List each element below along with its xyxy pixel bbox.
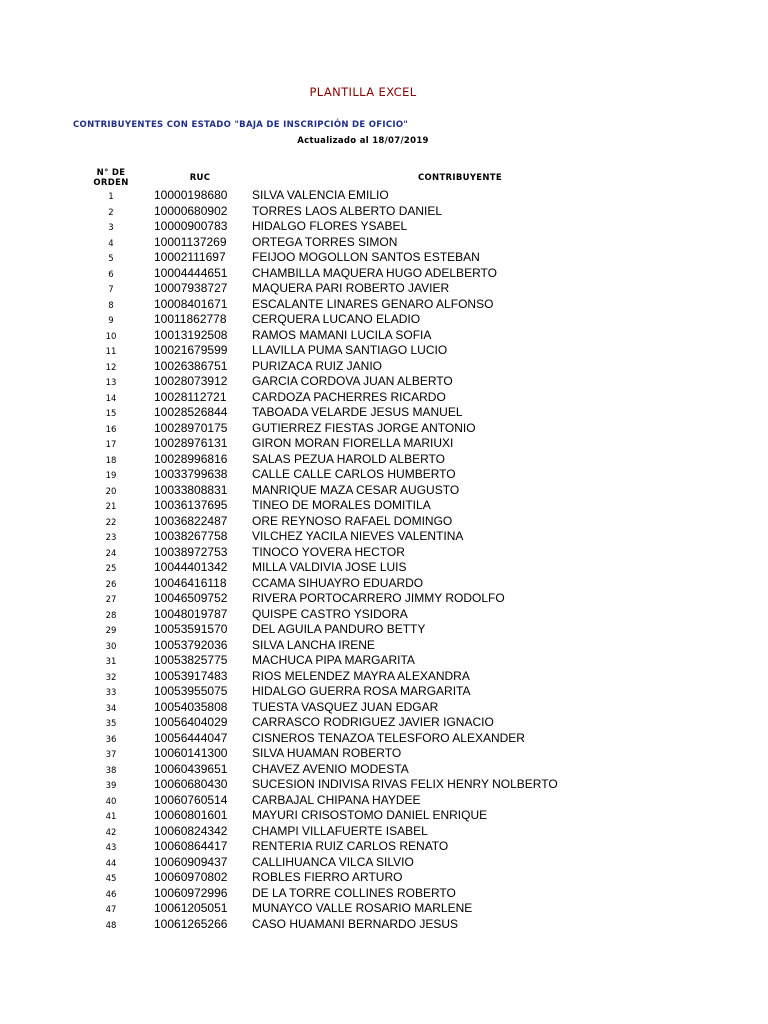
order-number-cell: 7 [108, 285, 114, 295]
ruc-cell: 10000198680 [154, 188, 228, 202]
taxpayer-name-cell: GUTIERREZ FIESTAS JORGE ANTONIO [252, 420, 476, 435]
table-row [0, 266, 768, 282]
ruc-cell: 10033808831 [154, 482, 228, 497]
taxpayer-name-cell: MACHUCA PIPA MARGARITA [252, 653, 415, 667]
table-row [0, 204, 768, 220]
taxpayer-name-cell: CHAMPI VILLAFUERTE ISABEL [252, 823, 428, 838]
table-row [0, 715, 768, 731]
ruc-cell: 10046416118 [154, 575, 227, 590]
ruc-cell: 10056404029 [154, 715, 228, 729]
order-number-cell: 10 [105, 331, 117, 342]
taxpayer-name-cell: MILLA VALDIVIA JOSE LUIS [252, 560, 407, 574]
ruc-cell: 10044401342 [154, 560, 228, 574]
ruc-cell: 10053955075 [154, 684, 228, 698]
taxpayer-name-cell: RIOS MELENDEZ MAYRA ALEXANDRA [252, 668, 470, 683]
taxpayer-name-cell: CASO HUAMANI BERNARDO JESUS [252, 916, 459, 931]
table-row [0, 250, 768, 266]
taxpayer-name-cell: FEIJOO MOGOLLON SANTOS ESTEBAN [252, 250, 480, 264]
order-number-cell: 25 [105, 564, 117, 574]
order-number-cell: 19 [105, 471, 117, 481]
taxpayer-name-cell: QUISPE CASTRO YSIDORA [252, 606, 408, 621]
taxpayer-name-cell: SILVA LANCHA IRENE [252, 637, 375, 652]
table-row [0, 855, 768, 871]
table-row [0, 312, 768, 328]
order-number-cell: 26 [105, 579, 117, 590]
taxpayer-name-cell: RAMOS MAMANI LUCILA SOFIA [252, 327, 432, 342]
ruc-cell: 10053825775 [154, 653, 228, 667]
order-number-cell: 21 [105, 502, 117, 512]
table-row [0, 343, 768, 359]
table-row [0, 452, 768, 468]
table-row [0, 483, 768, 499]
table-row [0, 901, 768, 917]
order-number-cell: 22 [105, 517, 117, 528]
taxpayer-name-cell: SILVA HUAMAN ROBERTO [252, 746, 402, 760]
order-number-cell: 29 [105, 626, 117, 636]
ruc-cell: 10048019787 [154, 606, 228, 621]
ruc-cell: 10060760514 [154, 792, 228, 807]
table-row [0, 746, 768, 762]
ruc-cell: 10001137269 [154, 234, 227, 249]
order-number-cell: 2 [108, 207, 114, 218]
taxpayer-table [0, 188, 768, 932]
ruc-cell: 10028996816 [154, 451, 228, 466]
ruc-cell: 10033799638 [154, 467, 228, 481]
table-row [0, 808, 768, 824]
taxpayer-name-cell: RENTERIA RUIZ CARLOS RENATO [252, 839, 449, 853]
order-number-cell: 23 [105, 533, 117, 543]
order-number-cell: 41 [105, 812, 117, 822]
ruc-cell: 10028970175 [154, 420, 228, 435]
table-row [0, 219, 768, 235]
taxpayer-name-cell: SALAS PEZUA HAROLD ALBERTO [252, 451, 445, 466]
table-row [0, 576, 768, 592]
ruc-cell: 10060824342 [154, 823, 228, 838]
table-row [0, 653, 768, 669]
order-number-cell: 24 [105, 548, 117, 559]
table-row [0, 824, 768, 840]
order-number-cell: 35 [105, 719, 117, 729]
taxpayer-name-cell: GARCIA CORDOVA JUAN ALBERTO [252, 374, 453, 388]
ruc-cell: 10021679599 [154, 343, 228, 357]
order-number-cell: 14 [105, 393, 117, 404]
taxpayer-name-cell: MAYURI CRISOSTOMO DANIEL ENRIQUE [252, 808, 488, 822]
taxpayer-name-cell: CARDOZA PACHERRES RICARDO [252, 389, 446, 404]
order-number-cell: 33 [105, 688, 117, 698]
ruc-cell: 10013192508 [154, 327, 228, 342]
order-number-cell: 6 [108, 269, 114, 280]
table-row [0, 762, 768, 778]
order-number-cell: 16 [105, 424, 117, 435]
table-row [0, 374, 768, 390]
taxpayer-name-cell: CHAMBILLA MAQUERA HUGO ADELBERTO [252, 265, 497, 280]
table-row [0, 669, 768, 685]
taxpayer-name-cell: TUESTA VASQUEZ JUAN EDGAR [252, 699, 439, 714]
table-row [0, 328, 768, 344]
taxpayer-name-cell: ORE REYNOSO RAFAEL DOMINGO [252, 513, 453, 528]
order-number-cell: 4 [108, 238, 114, 249]
table-row [0, 917, 768, 933]
table-row [0, 467, 768, 483]
ruc-cell: 10060909437 [154, 854, 228, 869]
update-date: Actualizado al 18/07/2019 [297, 136, 429, 146]
taxpayer-name-cell: VILCHEZ YACILA NIEVES VALENTINA [252, 529, 464, 543]
taxpayer-name-cell: CERQUERA LUCANO ELADIO [252, 312, 421, 326]
table-row [0, 514, 768, 530]
ruc-cell: 10036137695 [154, 498, 228, 512]
table-row [0, 591, 768, 607]
table-row [0, 297, 768, 313]
taxpayer-name-cell: MANRIQUE MAZA CESAR AUGUSTO [252, 482, 460, 497]
order-number-cell: 17 [105, 440, 117, 450]
taxpayer-name-cell: CCAMA SIHUAYRO EDUARDO [252, 575, 424, 590]
taxpayer-name-cell: ORTEGA TORRES SIMON [252, 234, 398, 249]
order-number-cell: 18 [105, 455, 117, 466]
taxpayer-name-cell: TORRES LAOS ALBERTO DANIEL [252, 203, 443, 218]
taxpayer-name-cell: HIDALGO FLORES YSABEL [252, 219, 408, 233]
header-contribuyente: CONTRIBUYENTE [417, 173, 503, 183]
taxpayer-name-cell: GIRON MORAN FIORELLA MARIUXI [252, 436, 454, 450]
ruc-cell: 10060972996 [154, 885, 228, 900]
taxpayer-name-cell: SUCESION INDIVISA RIVAS FELIX HENRY NOLBERTO [252, 777, 558, 791]
document-subtitle: CONTRIBUYENTES CON ESTADO "BAJA DE INSCRIPCIÓN DE OFICIO" [73, 120, 409, 130]
order-number-cell: 38 [105, 765, 117, 776]
order-number-cell: 8 [108, 300, 114, 311]
table-row [0, 793, 768, 809]
taxpayer-name-cell: CALLE CALLE CARLOS HUMBERTO [252, 467, 456, 481]
taxpayer-name-cell: MAQUERA PARI ROBERTO JAVIER [252, 281, 450, 295]
taxpayer-name-cell: ESCALANTE LINARES GENARO ALFONSO [252, 296, 494, 311]
header-orden [84, 168, 138, 188]
order-number-cell: 32 [105, 672, 117, 683]
order-number-cell: 20 [105, 486, 117, 497]
order-number-cell: 27 [105, 595, 117, 605]
taxpayer-name-cell: CALLIHUANCA VILCA SILVIO [252, 854, 414, 869]
order-number-cell: 39 [105, 781, 117, 791]
table-row [0, 731, 768, 747]
ruc-cell: 10028526844 [154, 405, 228, 419]
table-row [0, 700, 768, 716]
table-row [0, 359, 768, 375]
header-orden-line1: N° DE [96, 168, 126, 178]
ruc-cell: 10056444047 [154, 730, 228, 745]
table-row [0, 498, 768, 514]
ruc-cell: 10053792036 [154, 637, 228, 652]
order-number-cell: 47 [105, 905, 117, 915]
order-number-cell: 36 [105, 734, 117, 745]
taxpayer-name-cell: SILVA VALENCIA EMILIO [252, 188, 389, 202]
ruc-cell: 10060439651 [154, 761, 228, 776]
table-row [0, 436, 768, 452]
table-row [0, 870, 768, 886]
header-orden-line2: ORDEN [93, 178, 129, 188]
order-number-cell: 43 [105, 843, 117, 853]
ruc-cell: 10008401671 [154, 296, 228, 311]
ruc-cell: 10061205051 [154, 901, 228, 915]
taxpayer-name-cell: PURIZACA RUIZ JANIO [252, 358, 383, 373]
ruc-cell: 10026386751 [154, 358, 228, 373]
order-number-cell: 40 [105, 796, 117, 807]
table-row [0, 421, 768, 437]
taxpayer-name-cell: TINEO DE MORALES DOMITILA [252, 498, 431, 512]
taxpayer-name-cell: RIVERA PORTOCARRERO JIMMY RODOLFO [252, 591, 505, 605]
order-number-cell: 28 [105, 610, 117, 621]
table-row [0, 886, 768, 902]
table-row [0, 235, 768, 251]
table-row [0, 281, 768, 297]
taxpayer-name-cell: TABOADA VELARDE JESUS MANUEL [252, 405, 463, 419]
table-row [0, 405, 768, 421]
table-row [0, 638, 768, 654]
ruc-cell: 10046509752 [154, 591, 228, 605]
table-row [0, 684, 768, 700]
ruc-cell: 10028073912 [154, 374, 228, 388]
table-row [0, 607, 768, 623]
taxpayer-name-cell: CARBAJAL CHIPANA HAYDEE [252, 792, 421, 807]
ruc-cell: 10061265266 [154, 916, 228, 931]
taxpayer-name-cell: CHAVEZ AVENIO MODESTA [252, 761, 409, 776]
order-number-cell: 13 [105, 378, 117, 388]
taxpayer-name-cell: DEL AGUILA PANDURO BETTY [252, 622, 426, 636]
header-ruc: RUC [189, 173, 211, 183]
taxpayer-name-cell: DE LA TORRE COLLINES ROBERTO [252, 885, 456, 900]
ruc-cell: 10060970802 [154, 870, 228, 884]
table-row [0, 390, 768, 406]
ruc-cell: 10036822487 [154, 513, 228, 528]
order-number-cell: 30 [105, 641, 117, 652]
order-number-cell: 48 [105, 920, 117, 931]
taxpayer-name-cell: TINOCO YOVERA HECTOR [252, 544, 405, 559]
ruc-cell: 10053917483 [154, 668, 228, 683]
taxpayer-name-cell: HIDALGO GUERRA ROSA MARGARITA [252, 684, 471, 698]
taxpayer-name-cell: MUNAYCO VALLE ROSARIO MARLENE [252, 901, 473, 915]
order-number-cell: 11 [105, 347, 117, 357]
table-row [0, 777, 768, 793]
order-number-cell: 1 [108, 192, 114, 202]
ruc-cell: 10060141300 [154, 746, 228, 760]
order-number-cell: 5 [108, 254, 114, 264]
ruc-cell: 10007938727 [154, 281, 228, 295]
ruc-cell: 10054035808 [154, 699, 228, 714]
ruc-cell: 10000680902 [154, 203, 228, 218]
table-row [0, 545, 768, 561]
order-number-cell: 42 [105, 827, 117, 838]
ruc-cell: 10060864417 [154, 839, 228, 853]
order-number-cell: 12 [105, 362, 117, 373]
table-row [0, 560, 768, 576]
ruc-cell: 10011862778 [154, 312, 227, 326]
taxpayer-name-cell: ROBLES FIERRO ARTURO [252, 870, 403, 884]
order-number-cell: 9 [108, 316, 114, 326]
ruc-cell: 10038972753 [154, 544, 228, 559]
order-number-cell: 34 [105, 703, 117, 714]
table-row [0, 622, 768, 638]
ruc-cell: 10060680430 [154, 777, 228, 791]
order-number-cell: 31 [105, 657, 117, 667]
table-row [0, 839, 768, 855]
document-title: PLANTILLA EXCEL [309, 85, 417, 99]
taxpayer-name-cell: LLAVILLA PUMA SANTIAGO LUCIO [252, 343, 448, 357]
order-number-cell: 3 [108, 223, 114, 233]
ruc-cell: 10038267758 [154, 529, 228, 543]
ruc-cell: 10060801601 [154, 808, 228, 822]
table-row [0, 188, 768, 204]
order-number-cell: 37 [105, 750, 117, 760]
ruc-cell: 10053591570 [154, 622, 228, 636]
ruc-cell: 10028112721 [154, 389, 227, 404]
ruc-cell: 10028976131 [154, 436, 228, 450]
taxpayer-name-cell: CARRASCO RODRIGUEZ JAVIER IGNACIO [252, 715, 494, 729]
table-row [0, 529, 768, 545]
ruc-cell: 10000900783 [154, 219, 228, 233]
order-number-cell: 15 [105, 409, 117, 419]
order-number-cell: 44 [105, 858, 117, 869]
order-number-cell: 45 [105, 874, 117, 884]
taxpayer-name-cell: CISNEROS TENAZOA TELESFORO ALEXANDER [252, 730, 525, 745]
ruc-cell: 10002111697 [154, 250, 226, 264]
ruc-cell: 10004444651 [154, 265, 228, 280]
order-number-cell: 46 [105, 889, 117, 900]
